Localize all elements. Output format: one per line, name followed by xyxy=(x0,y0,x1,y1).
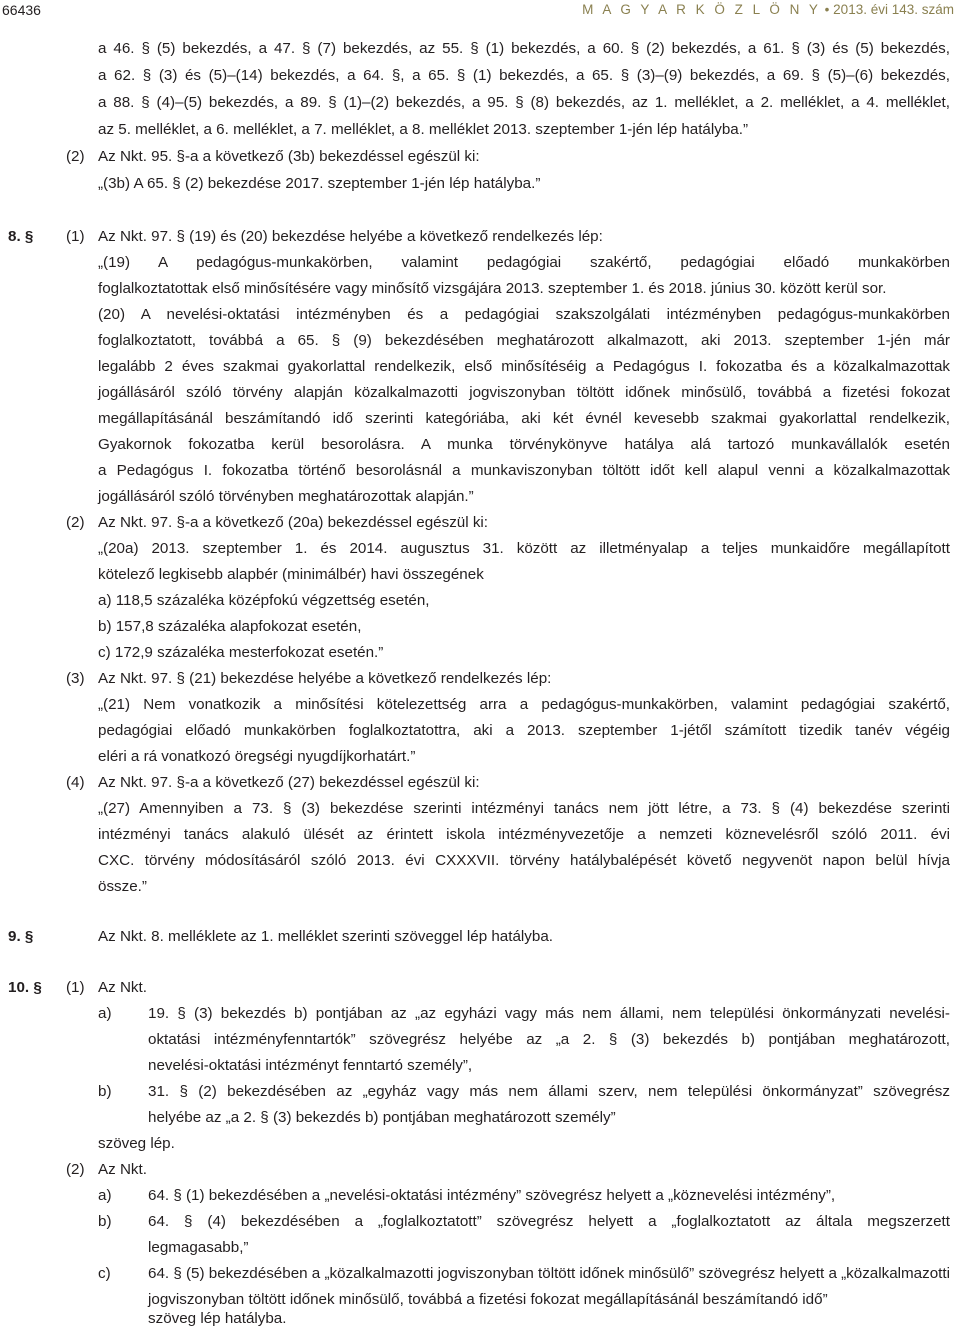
text-line: a 62. § (3) és (5)–(14) bekezdés, a 64. §, a 65. § (1) bekezdés, a 65. § (3)–(9) bekezdés, a 69. § (5)–(6) bekezdés, xyxy=(98,67,950,84)
text-line: Az Nkt. xyxy=(98,1161,147,1178)
text-line: (20) A nevelési-oktatási intézményben és a pedagógiai szakszolgálati intézményben pedagógus-munkakörben xyxy=(98,306,950,323)
paragraph-number: (3) xyxy=(66,670,85,687)
text-line: c) 172,9 százaléka mesterfokozat esetén.” xyxy=(98,644,384,661)
text-line: Az Nkt. 8. melléklete az 1. melléklet szerinti szöveggel lép hatályba. xyxy=(98,928,553,945)
text-line: 64. § (4) bekezdésében a „foglalkoztatott” szövegrész helyett a „foglalkoztatott az általa megszerzett xyxy=(148,1213,950,1230)
text-line: „(21) Nem vonatkozik a minősítési kötelezettség arra a pedagógus-munkakörben, valamint pedagógiai szakértő, xyxy=(98,696,950,713)
paragraph-number: (1) xyxy=(66,228,85,245)
text-line: Az Nkt. 97. § (21) bekezdése helyébe a következő rendelkezés lép: xyxy=(98,670,552,687)
paragraph-number: (1) xyxy=(66,979,85,996)
text-line: jogviszonyban töltött időnek minősülő, továbbá a fizetési fokozat megállapításánál beszámítandó idő” xyxy=(148,1291,828,1308)
text-line: eléri a rá vonatkozó öregségi nyugdíjkorhatárt.” xyxy=(98,748,416,765)
point-letter: b) xyxy=(98,1083,112,1100)
text-line: 64. § (5) bekezdésében a „közalkalmazotti jogviszonyban töltött időnek minősülő” szövegrész helyett a „közalkalmazotti xyxy=(148,1265,950,1282)
text-line: „(27) Amennyiben a 73. § (3) bekezdése szerinti intézményi tanács nem jött létre, a 73. § (4) bekezdése szerinti xyxy=(98,800,950,817)
section-number: 10. § xyxy=(8,979,42,996)
text-line: CXC. törvény módosításáról szóló 2013. évi CXXXVII. törvény hatálybalépését követő negyvenöt napon belül hívja xyxy=(98,852,950,869)
text-line: legalább 2 éves szakmai gyakorlattal rendelkezik, első minősítéséig a Pedagógus I. fokozatba és a közalkalmazottak xyxy=(98,358,950,375)
text-line: intézményi tanács alakuló ülését az érintett iskola intézményvezetője a nemzeti köznevelésről szóló 2011. évi xyxy=(98,826,950,843)
paragraph-number: (2) xyxy=(66,148,85,165)
point-letter: c) xyxy=(98,1265,111,1282)
header-bullet: • xyxy=(824,2,830,17)
text-line: Az Nkt. 97. §-a a következő (27) bekezdéssel egészül ki: xyxy=(98,774,480,791)
text-line: foglalkoztatott, továbbá a 65. § (9) bekezdésében meghatározott alkalmazott, aki 2013. szeptember 1-jén már xyxy=(98,332,950,349)
text-line: 19. § (3) bekezdés b) pontjában az „az egyházi vagy más nem állami, nem települési önkormányzati nevelési- xyxy=(148,1005,950,1022)
text-line: 64. § (1) bekezdésében a „nevelési-oktatási intézmény” szövegrész helyett a „köznevelési intézmény”, xyxy=(148,1187,836,1204)
text-line: a 46. § (5) bekezdés, a 47. § (7) bekezdés, az 55. § (1) bekezdés, a 60. § (2) bekezdés, a 61. § (3) és (5) bekezdés, xyxy=(98,40,950,57)
text-line: b) 157,8 százaléka alapfokozat esetén, xyxy=(98,618,362,635)
text-line: jogállásáról szóló törvény alapján közalkalmazotti jogviszonyban töltött időnek minősülő, továbbá a fizetési fokozat xyxy=(98,384,950,401)
section-number: 8. § xyxy=(8,228,34,245)
point-letter: a) xyxy=(98,1005,112,1022)
text-line: kötelező legkisebb alapbér (minimálbér) havi összegének xyxy=(98,566,484,583)
section-number: 9. § xyxy=(8,928,34,945)
text-line: 31. § (2) bekezdésében az „egyház vagy más nem állami szerv, nem települési önkormányzat” szövegrész xyxy=(148,1083,950,1100)
text-line: az 5. melléklet, a 6. melléklet, a 7. melléklet, a 8. melléklet 2013. szeptember 1-jén lép hatályba.” xyxy=(98,121,749,138)
page-number: 66436 xyxy=(2,2,41,18)
paragraph-number: (4) xyxy=(66,774,85,791)
text-line: a) 118,5 százaléka középfokú végzettség esetén, xyxy=(98,592,430,609)
text-line: Az Nkt. 95. §-a a következő (3b) bekezdéssel egészül ki: xyxy=(98,148,480,165)
text-line: oktatási intézményfenntartók” szövegrész helyébe az „a 2. § (3) bekezdés b) pontjában meghatározott, xyxy=(148,1031,950,1048)
text-line: jogállásáról szóló törvényben meghatározottak alapján.” xyxy=(98,488,474,505)
text-line: szöveg lép. xyxy=(98,1135,175,1152)
text-line: Gyakornok fokozatba kerül besorolásra. A munka törvénykönyve hatálya alá tartozó munkavállalók esetén xyxy=(98,436,950,453)
text-line: a Pedagógus I. fokozatba történő besorolásnál a munkaviszonyban töltött időt kell alapul venni a közalkalmazottak xyxy=(98,462,950,479)
text-line: szöveg lép hatályba. xyxy=(148,1310,287,1327)
text-line: össze.” xyxy=(98,878,147,895)
text-line: a 88. § (4)–(5) bekezdés, a 89. § (1)–(2) bekezdés, a 95. § (8) bekezdés, az 1. melléklet, a 2. melléklet, a 4. melléklet, xyxy=(98,94,950,111)
text-line: Az Nkt. 97. §-a a következő (20a) bekezdéssel egészül ki: xyxy=(98,514,489,531)
page-header xyxy=(0,0,960,22)
text-line: „(20a) 2013. szeptember 1. és 2014. augusztus 31. között az illetményalap a teljes munkaidőre megállapított xyxy=(98,540,950,557)
text-line: legmagasabb,” xyxy=(148,1239,249,1256)
text-line: helyébe az „a 2. § (3) bekezdés b) pontjában meghatározott személy” xyxy=(148,1109,616,1126)
text-line: pedagógiai előadó munkakörben foglalkoztatottra, aki a 2013. szeptember 1-jétől számított tizedik tanév végéig xyxy=(98,722,950,739)
text-line: megállapításánál beszámítandó idő szerinti kategóriába, aki két évnél kevesebb szakmai gyakorlattal rendelkezik, xyxy=(98,410,950,427)
journal-name: M A G Y A R K Ö Z L Ö N Y xyxy=(582,2,821,17)
point-letter: b) xyxy=(98,1213,112,1230)
text-line: foglalkoztatottak első minősítésére vagy minősítő vizsgájára 2013. szeptember 1. és 2018. június 30. között kerül sor. xyxy=(98,280,887,297)
text-line: „(3b) A 65. § (2) bekezdése 2017. szeptember 1-jén lép hatályba.” xyxy=(98,175,541,192)
text-line: Az Nkt. xyxy=(98,979,147,996)
text-line: nevelési-oktatási intézményt fenntartó személy”, xyxy=(148,1057,473,1074)
point-letter: a) xyxy=(98,1187,112,1204)
paragraph-number: (2) xyxy=(66,1161,85,1178)
text-line: „(19) A pedagógus-munkakörben, valamint pedagógiai szakértő, pedagógiai előadó munkakörben xyxy=(98,254,950,271)
journal-title xyxy=(582,2,954,17)
paragraph-number: (2) xyxy=(66,514,85,531)
text-line: Az Nkt. 97. § (19) és (20) bekezdése helyébe a következő rendelkezés lép: xyxy=(98,228,603,245)
issue-number: 2013. évi 143. szám xyxy=(833,2,954,17)
